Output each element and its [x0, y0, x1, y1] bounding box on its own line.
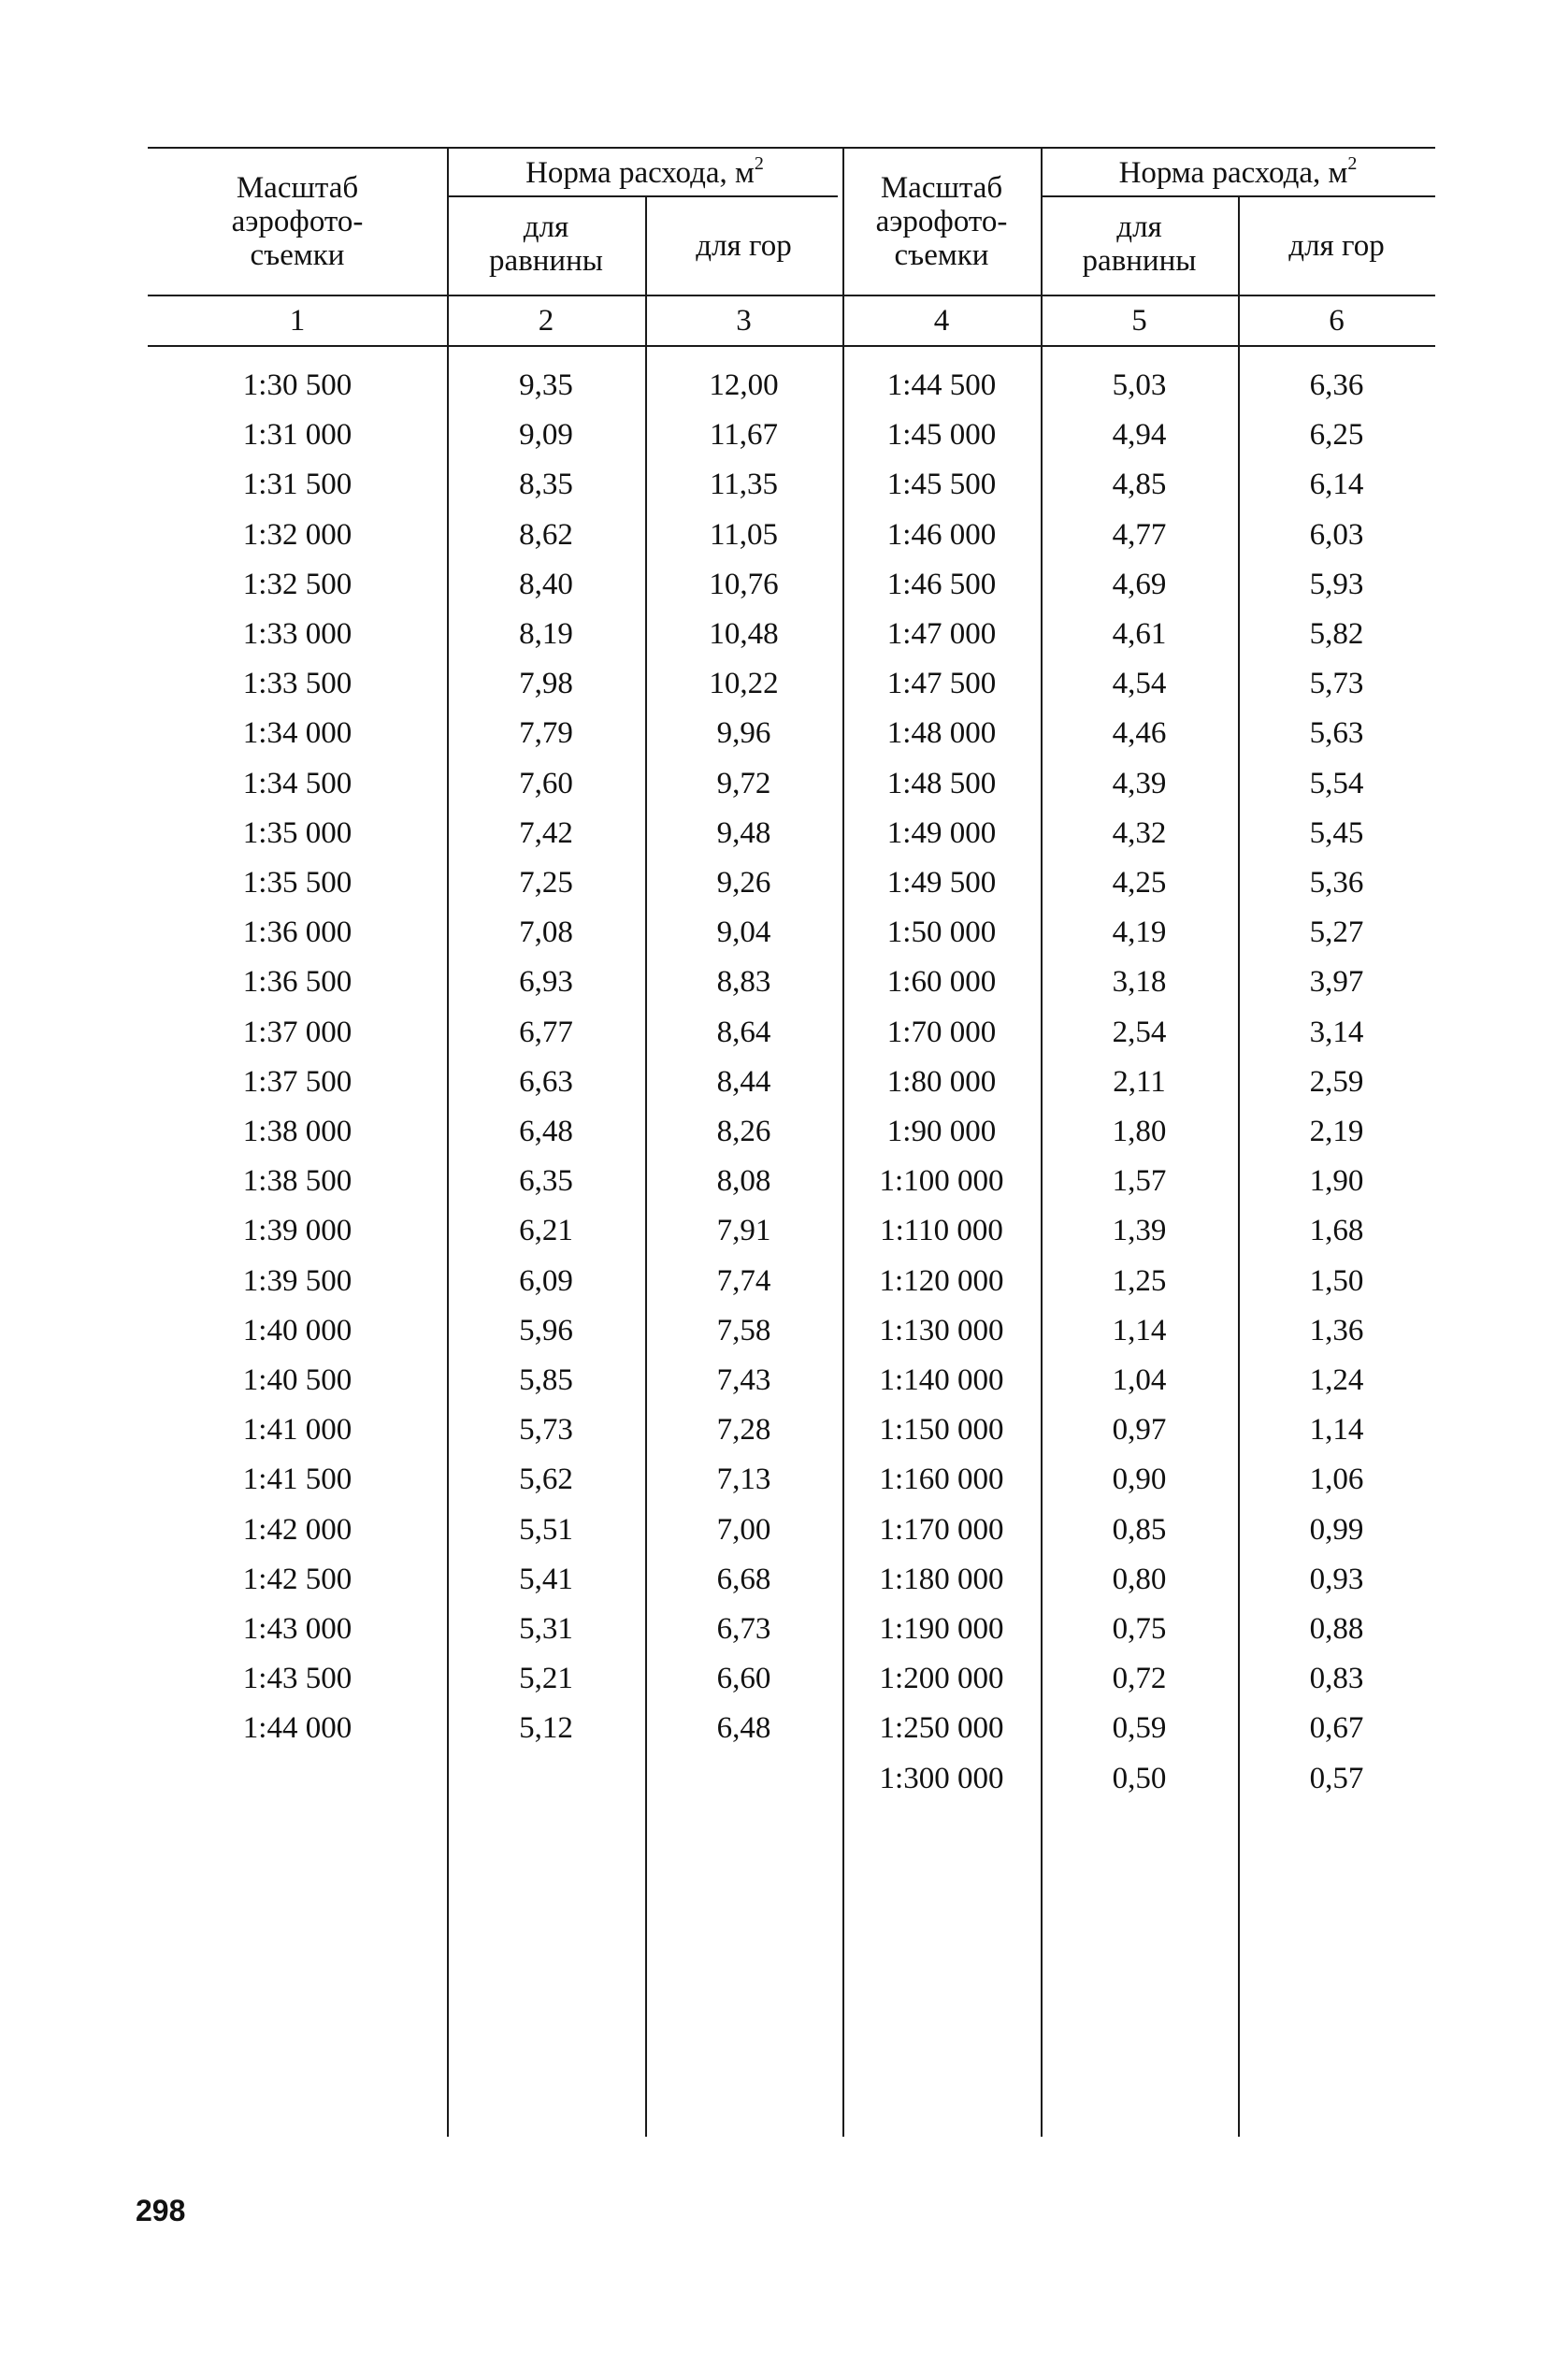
right-mountain-cell: 3,97 — [1309, 965, 1364, 999]
left-mountain-cell: 8,08 — [716, 1164, 771, 1198]
left-plain-cell: 6,35 — [519, 1164, 573, 1198]
right-scale-cell: 1:110 000 — [880, 1214, 1003, 1247]
right-scale-cell: 1:49 500 — [886, 866, 997, 900]
right-mountain-cell: 0,88 — [1309, 1612, 1364, 1646]
right-mountain-cell: 5,73 — [1309, 667, 1364, 700]
norm-subheader-rule-left — [447, 195, 838, 197]
right-scale-cell: 1:80 000 — [886, 1065, 997, 1099]
left-mountain-cell: 8,44 — [716, 1065, 771, 1099]
right-scale-cell: 1:49 000 — [886, 816, 997, 850]
right-plain-cell: 3,18 — [1112, 965, 1167, 999]
mountain-header-text: для гор — [1288, 229, 1385, 263]
left-scale-cell: 1:38 000 — [242, 1115, 352, 1148]
right-mountain-cell: 6,03 — [1309, 518, 1364, 552]
right-scale-cell: 1:120 000 — [879, 1264, 1004, 1298]
right-plain-cell: 0,85 — [1112, 1513, 1167, 1547]
left-plain-cell: 5,62 — [519, 1462, 573, 1496]
left-scale-cell: 1:32 500 — [242, 568, 352, 601]
norm-unit-sup: 2 — [1347, 153, 1358, 174]
right-mountain-cell: 2,59 — [1309, 1065, 1364, 1099]
right-plain-cell: 4,25 — [1112, 866, 1167, 900]
left-scale-cell: 1:41 500 — [242, 1462, 352, 1496]
right-plain-cell: 4,85 — [1112, 468, 1167, 501]
left-mountain-cell: 8,26 — [716, 1115, 771, 1148]
left-plain-cell: 9,35 — [519, 368, 573, 402]
left-plain-cell: 5,96 — [519, 1314, 573, 1347]
right-mountain-cell: 0,83 — [1309, 1662, 1364, 1695]
right-plain-cell: 4,61 — [1112, 617, 1167, 651]
right-mountain-cell: 1,36 — [1309, 1314, 1364, 1347]
right-mountain-cell: 5,27 — [1309, 915, 1364, 949]
left-mountain-cell: 7,74 — [716, 1264, 771, 1298]
norm-header-text: Норма расхода, м — [525, 156, 755, 190]
right-plain-cell: 4,94 — [1112, 418, 1167, 452]
left-plain-cell: 9,09 — [519, 418, 573, 452]
left-plain-cell: 8,35 — [519, 468, 573, 501]
left-plain-cell: 5,51 — [519, 1513, 573, 1547]
right-mountain-cell: 5,36 — [1309, 866, 1364, 900]
mountain-header-right — [1238, 229, 1435, 263]
scale-header-right — [842, 171, 1041, 272]
left-scale-cell: 1:30 500 — [242, 368, 352, 402]
right-plain-cell: 0,59 — [1112, 1711, 1167, 1745]
right-scale-cell: 1:200 000 — [879, 1662, 1004, 1695]
right-scale-cell: 1:250 000 — [879, 1711, 1004, 1745]
right-plain-cell: 1,57 — [1112, 1164, 1167, 1198]
left-mountain-cell: 7,43 — [716, 1363, 771, 1397]
right-mountain-cell: 6,25 — [1309, 418, 1364, 452]
left-scale-cell: 1:32 000 — [242, 518, 352, 552]
left-mountain-cell: 7,28 — [716, 1413, 771, 1447]
left-plain-cell: 7,60 — [519, 767, 573, 800]
left-plain-cell: 8,62 — [519, 518, 573, 552]
column-number-1: 1 — [289, 304, 306, 338]
left-scale-cell: 1:34 000 — [242, 716, 352, 750]
right-mountain-cell: 1,24 — [1309, 1363, 1364, 1397]
left-plain-cell: 5,73 — [519, 1413, 573, 1447]
right-mountain-cell: 1,68 — [1309, 1214, 1364, 1247]
left-mountain-cell: 11,35 — [709, 468, 779, 501]
right-plain-cell: 0,50 — [1112, 1762, 1167, 1795]
left-scale-cell: 1:33 500 — [242, 667, 352, 700]
right-mountain-cell: 0,93 — [1309, 1563, 1364, 1596]
left-mountain-cell: 9,72 — [716, 767, 771, 800]
page-number: 298 — [136, 2194, 186, 2227]
left-mountain-cell: 8,83 — [716, 965, 771, 999]
right-scale-cell: 1:47 500 — [886, 667, 997, 700]
right-plain-cell: 4,46 — [1112, 716, 1167, 750]
plain-header-left — [447, 210, 645, 278]
header-bottom-rule — [148, 295, 1435, 296]
right-plain-cell: 4,77 — [1112, 518, 1167, 552]
left-plain-cell: 5,12 — [519, 1711, 573, 1745]
plain-header-line1: для — [523, 210, 569, 244]
left-scale-cell: 1:34 500 — [242, 767, 352, 800]
right-mountain-cell: 6,36 — [1309, 368, 1364, 402]
left-scale-cell: 1:37 500 — [242, 1065, 352, 1099]
scale-header-line3: съемки — [250, 238, 345, 272]
scale-header-line1: Масштаб — [236, 171, 359, 205]
left-mountain-cell: 6,48 — [716, 1711, 771, 1745]
plain-header-line1: для — [1116, 210, 1162, 244]
norm-header-left — [447, 153, 842, 190]
right-plain-cell: 4,39 — [1112, 767, 1167, 800]
left-mountain-cell: 6,60 — [716, 1662, 771, 1695]
left-mountain-cell: 7,00 — [716, 1513, 771, 1547]
right-scale-cell: 1:150 000 — [879, 1413, 1004, 1447]
right-scale-cell: 1:90 000 — [886, 1115, 997, 1148]
right-scale-cell: 1:180 000 — [879, 1563, 1004, 1596]
left-scale-cell: 1:40 500 — [242, 1363, 352, 1397]
column-number-2: 2 — [538, 304, 554, 338]
left-scale-cell: 1:31 500 — [242, 468, 352, 501]
plain-header-line2: равнины — [1082, 244, 1197, 278]
scale-header-left — [148, 171, 447, 272]
left-plain-cell: 7,79 — [519, 716, 573, 750]
right-scale-cell: 1:300 000 — [879, 1762, 1004, 1795]
right-plain-cell: 0,72 — [1112, 1662, 1167, 1695]
plain-header-right — [1041, 210, 1238, 278]
left-scale-cell: 1:39 500 — [242, 1264, 352, 1298]
right-scale-cell: 1:140 000 — [879, 1363, 1004, 1397]
right-mountain-cell: 2,19 — [1309, 1115, 1364, 1148]
left-mountain-cell: 10,22 — [709, 667, 779, 700]
left-plain-cell: 7,25 — [519, 866, 573, 900]
left-scale-cell: 1:38 500 — [242, 1164, 352, 1198]
column-number-rule — [148, 345, 1435, 347]
left-scale-cell: 1:37 000 — [242, 1016, 352, 1049]
left-scale-cell: 1:33 000 — [242, 617, 352, 651]
right-plain-cell: 4,54 — [1112, 667, 1167, 700]
column-number-5: 5 — [1131, 304, 1147, 338]
right-mountain-cell: 5,45 — [1309, 816, 1364, 850]
right-mountain-cell: 1,90 — [1309, 1164, 1364, 1198]
right-scale-cell: 1:45 500 — [886, 468, 997, 501]
norm-table — [148, 147, 1435, 2137]
scale-header-line3: съемки — [894, 238, 989, 272]
left-mountain-cell: 7,91 — [716, 1214, 771, 1247]
right-plain-cell: 1,39 — [1112, 1214, 1167, 1247]
column-number-6: 6 — [1329, 304, 1345, 338]
left-mountain-cell: 12,00 — [709, 368, 779, 402]
left-mountain-cell: 11,05 — [709, 518, 779, 552]
left-scale-cell: 1:42 500 — [242, 1563, 352, 1596]
right-mountain-cell: 3,14 — [1309, 1016, 1364, 1049]
left-plain-cell: 7,08 — [519, 915, 573, 949]
column-number-4: 4 — [933, 304, 950, 338]
right-scale-cell: 1:46 500 — [886, 568, 997, 601]
right-mountain-cell: 1,50 — [1309, 1264, 1364, 1298]
left-scale-cell: 1:36 000 — [242, 915, 352, 949]
right-scale-cell: 1:190 000 — [879, 1612, 1004, 1646]
left-mountain-cell: 9,26 — [716, 866, 771, 900]
mountain-header-text: для гор — [696, 229, 792, 263]
right-plain-cell: 0,80 — [1112, 1563, 1167, 1596]
right-plain-cell: 1,04 — [1112, 1363, 1167, 1397]
scale-header-line1: Масштаб — [880, 171, 1003, 205]
left-plain-cell: 6,21 — [519, 1214, 573, 1247]
left-scale-cell: 1:40 000 — [242, 1314, 352, 1347]
left-plain-cell: 6,93 — [519, 965, 573, 999]
left-scale-cell: 1:41 000 — [242, 1413, 352, 1447]
right-mountain-cell: 0,99 — [1309, 1513, 1364, 1547]
right-plain-cell: 1,80 — [1112, 1115, 1167, 1148]
left-mountain-cell: 7,13 — [716, 1462, 771, 1496]
right-plain-cell: 4,69 — [1112, 568, 1167, 601]
left-plain-cell: 7,98 — [519, 667, 573, 700]
right-scale-cell: 1:70 000 — [886, 1016, 997, 1049]
plain-header-line2: равнины — [489, 244, 603, 278]
left-mountain-cell: 6,68 — [716, 1563, 771, 1596]
left-mountain-cell: 9,96 — [716, 716, 771, 750]
left-mountain-cell: 11,67 — [709, 418, 779, 452]
right-mountain-cell: 1,14 — [1309, 1413, 1364, 1447]
right-scale-cell: 1:100 000 — [879, 1164, 1004, 1198]
norm-unit-sup: 2 — [754, 153, 764, 174]
right-mountain-cell: 1,06 — [1309, 1462, 1364, 1496]
left-mountain-cell: 7,58 — [716, 1314, 771, 1347]
left-mountain-cell: 10,48 — [709, 617, 779, 651]
left-mountain-cell: 8,64 — [716, 1016, 771, 1049]
right-plain-cell: 1,14 — [1112, 1314, 1167, 1347]
right-scale-cell: 1:46 000 — [886, 518, 997, 552]
right-mountain-cell: 5,63 — [1309, 716, 1364, 750]
right-scale-cell: 1:160 000 — [879, 1462, 1004, 1496]
left-plain-cell: 5,85 — [519, 1363, 573, 1397]
left-scale-cell: 1:43 500 — [242, 1662, 352, 1695]
right-scale-cell: 1:50 000 — [886, 915, 997, 949]
left-mountain-cell: 10,76 — [709, 568, 779, 601]
right-scale-cell: 1:44 500 — [886, 368, 997, 402]
right-scale-cell: 1:170 000 — [879, 1513, 1004, 1547]
right-plain-cell: 1,25 — [1112, 1264, 1167, 1298]
right-mountain-cell: 5,93 — [1309, 568, 1364, 601]
right-mountain-cell: 6,14 — [1309, 468, 1364, 501]
left-scale-cell: 1:36 500 — [242, 965, 352, 999]
right-scale-cell: 1:60 000 — [886, 965, 997, 999]
right-scale-cell: 1:45 000 — [886, 418, 997, 452]
left-plain-cell: 6,48 — [519, 1115, 573, 1148]
right-plain-cell: 0,90 — [1112, 1462, 1167, 1496]
scale-header-line2: аэрофото- — [231, 205, 364, 238]
right-plain-cell: 0,75 — [1112, 1612, 1167, 1646]
left-plain-cell: 6,63 — [519, 1065, 573, 1099]
norm-header-text: Норма расхода, м — [1118, 156, 1348, 190]
norm-header-right — [1041, 153, 1435, 190]
right-plain-cell: 4,32 — [1112, 816, 1167, 850]
left-scale-cell: 1:44 000 — [242, 1711, 352, 1745]
left-scale-cell: 1:35 000 — [242, 816, 352, 850]
left-plain-cell: 5,41 — [519, 1563, 573, 1596]
right-scale-cell: 1:48 000 — [886, 716, 997, 750]
left-scale-cell: 1:35 500 — [242, 866, 352, 900]
right-plain-cell: 2,11 — [1113, 1065, 1166, 1099]
scale-header-line2: аэрофото- — [875, 205, 1008, 238]
right-scale-cell: 1:48 500 — [886, 767, 997, 800]
table-top-rule — [148, 147, 1435, 149]
right-plain-cell: 5,03 — [1112, 368, 1167, 402]
left-plain-cell: 7,42 — [519, 816, 573, 850]
left-plain-cell: 8,19 — [519, 617, 573, 651]
left-scale-cell: 1:43 000 — [242, 1612, 352, 1646]
mountain-header-left — [645, 229, 842, 263]
left-mountain-cell: 9,48 — [716, 816, 771, 850]
left-mountain-cell: 9,04 — [716, 915, 771, 949]
right-plain-cell: 2,54 — [1112, 1016, 1167, 1049]
right-mountain-cell: 0,67 — [1309, 1711, 1364, 1745]
right-mountain-cell: 5,54 — [1309, 767, 1364, 800]
right-plain-cell: 4,19 — [1112, 915, 1167, 949]
left-scale-cell: 1:42 000 — [242, 1513, 352, 1547]
right-mountain-cell: 5,82 — [1309, 617, 1364, 651]
left-plain-cell: 5,31 — [519, 1612, 573, 1646]
right-mountain-cell: 0,57 — [1309, 1762, 1364, 1795]
left-scale-cell: 1:31 000 — [242, 418, 352, 452]
right-plain-cell: 0,97 — [1112, 1413, 1167, 1447]
left-scale-cell: 1:39 000 — [242, 1214, 352, 1247]
right-scale-cell: 1:47 000 — [886, 617, 997, 651]
right-scale-cell: 1:130 000 — [879, 1314, 1004, 1347]
left-plain-cell: 8,40 — [519, 568, 573, 601]
left-plain-cell: 6,09 — [519, 1264, 573, 1298]
column-number-3: 3 — [736, 304, 752, 338]
left-plain-cell: 6,77 — [519, 1016, 573, 1049]
left-plain-cell: 5,21 — [519, 1662, 573, 1695]
left-mountain-cell: 6,73 — [716, 1612, 771, 1646]
